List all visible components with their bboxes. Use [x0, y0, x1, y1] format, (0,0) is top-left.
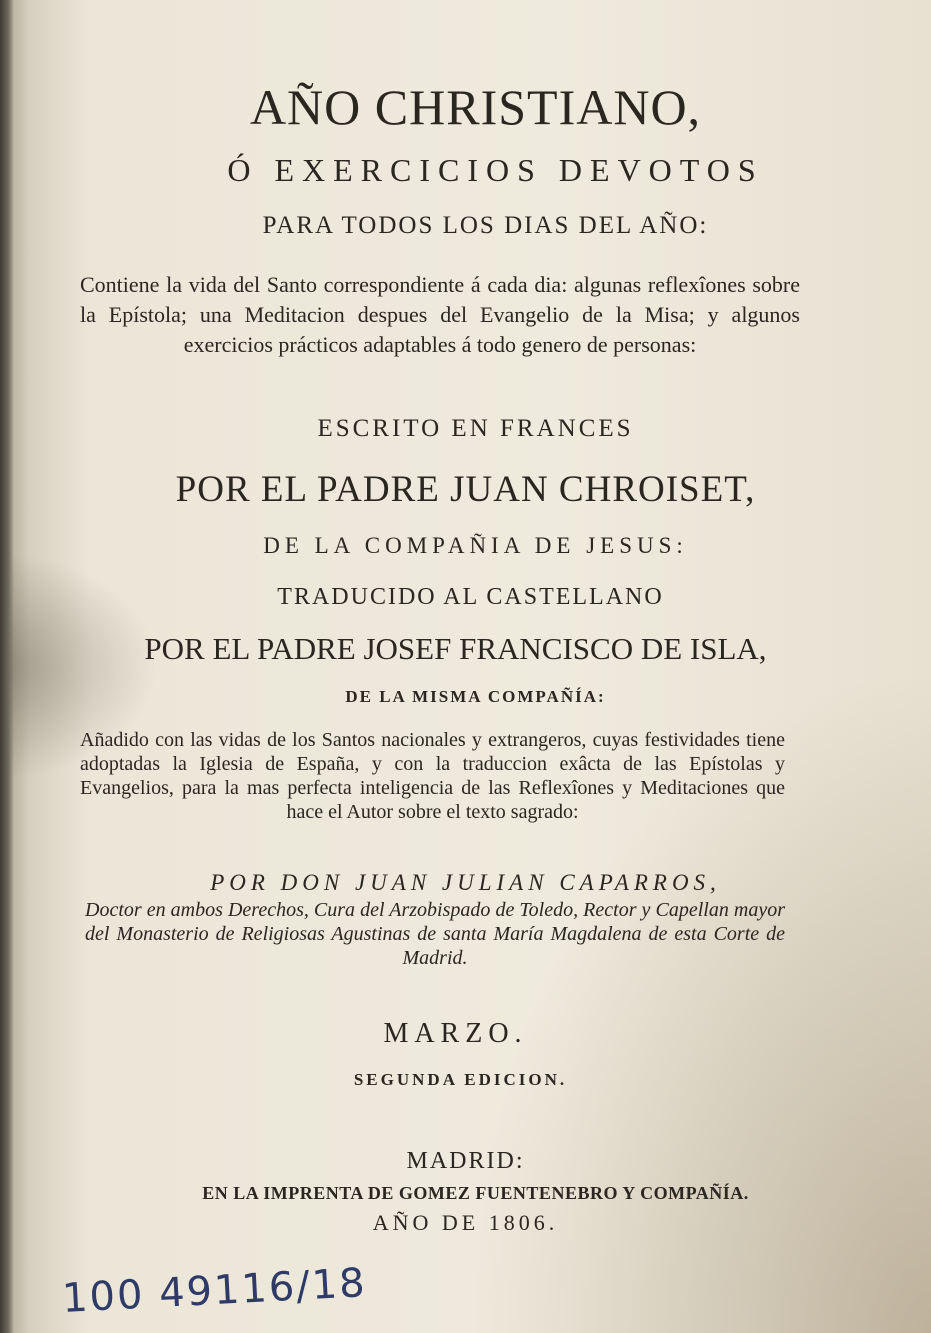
book-subtitle: Ó EXERCICIOS DEVOTOS [227, 152, 764, 188]
printer-line: EN LA IMPRENTA DE GOMEZ FUENTENEBRO Y COMPAÑÍA. [202, 1183, 749, 1203]
translator-line: POR EL PADRE JOSEF FRANCISCO DE ISLA, [144, 631, 767, 666]
book-subtitle-2: PARA TODOS LOS DIAS DEL AÑO: [262, 212, 709, 239]
written-in-line: ESCRITO EN FRANCES [317, 415, 634, 442]
additions-description: Añadido con las vidas de los Santos nacionales y extrangeros, cuyas festividades tiene adoptadas la Iglesia de España, y con la traduccion exâcta de las Epístolas y Evangelios, para la mas perfecta inteligencia de las Reflexîones y Meditaciones que hace el Autor sobre el texto sagrado: [80, 729, 785, 823]
editor-line: POR DON JUAN JULIAN CAPARROS, [210, 870, 721, 895]
handwritten-shelfmark: 100 49116/18 [61, 1260, 368, 1322]
edition-line: SEGUNDA EDICION. [353, 1070, 568, 1089]
book-title: AÑO CHRISTIANO, [249, 79, 702, 135]
month-line: MARZO. [383, 1018, 528, 1049]
year-line: AÑO DE 1806. [372, 1210, 559, 1235]
editor-titles: Doctor en ambos Derechos, Cura del Arzobispado de Toledo, Rector y Capellan mayor del Monasterio de Religiosas Agustinas de santa María Magdalena de esta Corte de Madrid. [85, 899, 785, 969]
translated-line: TRADUCIDO AL CASTELLANO [277, 584, 664, 610]
translator-company-line: DE LA MISMA COMPAÑÍA: [345, 687, 606, 706]
contents-description: Contiene la vida del Santo correspondiente á cada dia: algunas reflexîones sobre la Epístola; una Meditacion despues del Evangelio de la Misa; y algunos exercicios prácticos adaptables á todo genero de personas: [80, 272, 800, 357]
author-line: POR EL PADRE JUAN CHROISET, [175, 469, 756, 510]
author-company-line: DE LA COMPAÑIA DE JESUS: [263, 533, 688, 558]
place-line: MADRID: [406, 1148, 525, 1174]
